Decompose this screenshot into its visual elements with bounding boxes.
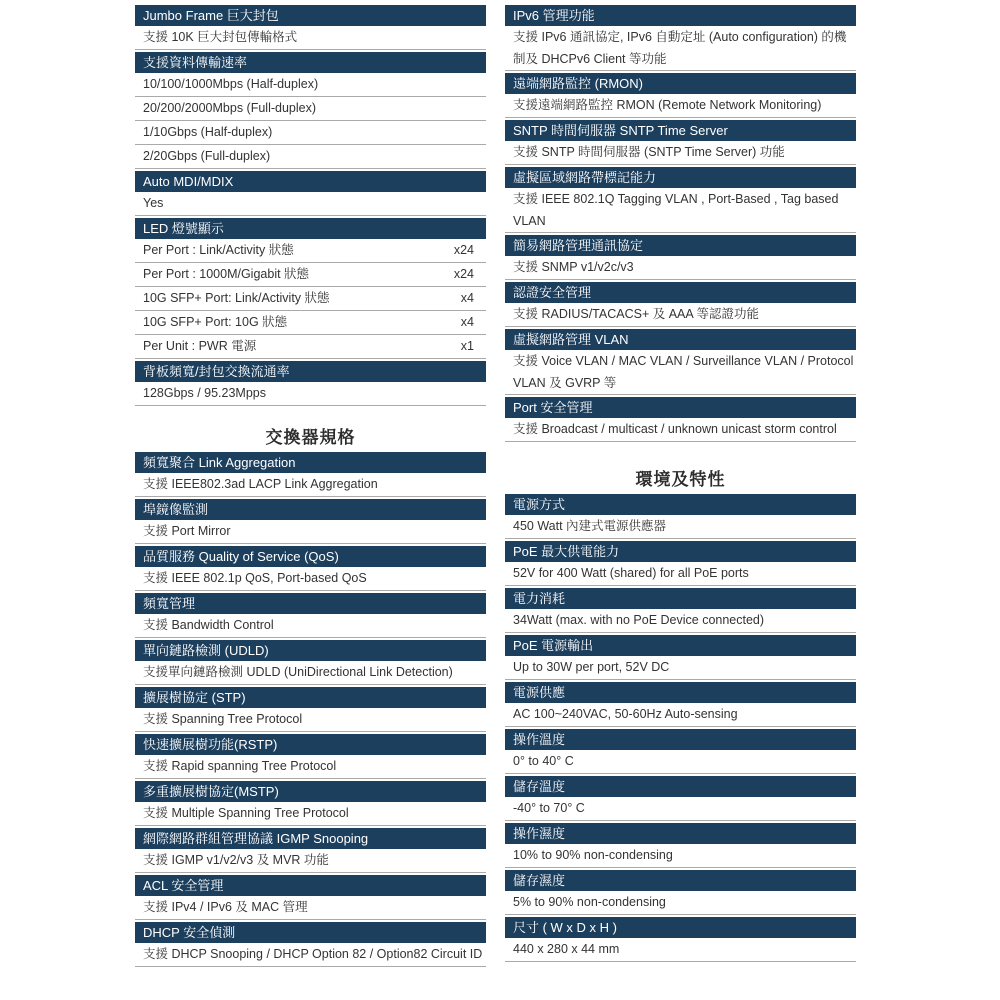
led-count: x24 [453,243,474,257]
spec-header: 擴展樹協定 (STP) [135,687,486,708]
spec-header: 簡易網路管理通訊協定 [505,235,856,256]
spec-header: 尺寸 ( W x D x H ) [505,917,856,938]
spec-header: Auto MDI/MDIX [135,171,486,192]
spec-section [135,640,486,685]
spec-row: Up to 30W per port, 52V DC [505,656,856,680]
spec-section [505,917,856,962]
led-section [135,218,486,359]
management-specs [505,5,856,442]
spec-row: AC 100~240VAC, 50-60Hz Auto-sensing [505,703,856,727]
spec-section [505,729,856,774]
led-row [135,335,486,359]
led-count: x4 [460,315,474,329]
left-spec-column [135,3,486,967]
spec-section [505,494,856,539]
spec-section [135,875,486,920]
spec-section [135,687,486,732]
env-title: 環境及特性 [635,470,726,489]
spec-row: 支援 Rapid spanning Tree Protocol [135,755,486,779]
spec-row: 34Watt (max. with no PoE Device connected) [505,609,856,633]
spec-row: 支援 Port Mirror [135,520,486,544]
spec-header: 埠鏡像監測 [135,499,486,520]
spec-header: 電源供應 [505,682,856,703]
spec-header: 快速擴展樹功能(RSTP) [135,734,486,755]
spec-section [505,588,856,633]
spec-header: 頻寬聚合 Link Aggregation [135,452,486,473]
spec-section [505,329,856,395]
spec-row: 支援 IEEE 802.1Q Tagging VLAN , Port-Based , Tag based VLAN [505,188,856,233]
spec-section [505,541,856,586]
spec-row: 支援 10K 巨大封包傳輸格式 [135,26,486,50]
spec-header: Jumbo Frame 巨大封包 [135,5,486,26]
spec-row: 支援 SNTP 時間伺服器 (SNTP Time Server) 功能 [505,141,856,165]
spec-row: 支援 DHCP Snooping / DHCP Option 82 / Option82 Circuit ID [135,943,486,967]
spec-section [505,282,856,327]
led-label: Per Port : Link/Activity 狀態 [143,243,294,257]
spec-header: 支援資料傳輸速率 [135,52,486,73]
spec-row: 440 x 280 x 44 mm [505,938,856,962]
spec-header: 操作溫度 [505,729,856,750]
spec-section [135,452,486,497]
spec-row: 0° to 40° C [505,750,856,774]
spec-section [135,734,486,779]
spec-row: 支援遠端網路監控 RMON (Remote Network Monitoring) [505,94,856,118]
spec-row: 支援 SNMP v1/v2c/v3 [505,256,856,280]
right-spec-column [505,3,856,962]
spec-header: PoE 電源輸出 [505,635,856,656]
spec-section [505,235,856,280]
switch-spec-title: 交換器規格 [265,428,356,447]
spec-section [505,870,856,915]
spec-row: 10% to 90% non-condensing [505,844,856,868]
spec-header: 頻寬管理 [135,593,486,614]
spec-section [505,120,856,165]
spec-header: 背板頻寬/封包交換流通率 [135,361,486,382]
spec-section [505,73,856,118]
spec-row: 支援 IPv6 通訊協定, IPv6 自動定址 (Auto configuration) 的機制及 DHCPv6 Client 等功能 [505,26,856,71]
spec-section [135,781,486,826]
backplane-section [135,361,486,406]
spec-header: SNTP 時間伺服器 SNTP Time Server [505,120,856,141]
led-label: 10G SFP+ Port: 10G 狀態 [143,315,288,329]
spec-section [505,823,856,868]
led-row [135,263,486,287]
led-count: x24 [453,267,474,281]
spec-section [135,922,486,967]
spec-section [505,5,856,71]
spec-header: 多重擴展樹協定(MSTP) [135,781,486,802]
spec-header: 遠端網路監控 (RMON) [505,73,856,94]
spec-section [135,171,486,216]
spec-row: 支援 Voice VLAN / MAC VLAN / Surveillance VLAN / Protocol VLAN 及 GVRP 等 [505,350,856,395]
general-specs [135,5,486,216]
spec-header: 品質服務 Quality of Service (QoS) [135,546,486,567]
spec-row: 1/10Gbps (Half-duplex) [135,121,486,145]
spec-row: 支援 IPv4 / IPv6 及 MAC 管理 [135,896,486,920]
spec-row: 支援 Bandwidth Control [135,614,486,638]
spec-row: 20/200/2000Mbps (Full-duplex) [135,97,486,121]
spec-section [135,5,486,50]
spec-row: 支援 Spanning Tree Protocol [135,708,486,732]
spec-section [135,546,486,591]
spec-section [135,828,486,873]
spec-row: 支援 IEEE 802.1p QoS, Port-based QoS [135,567,486,591]
spec-header: 儲存溫度 [505,776,856,797]
spec-header: 單向鏈路檢測 (UDLD) [135,640,486,661]
spec-row: 支援 Multiple Spanning Tree Protocol [135,802,486,826]
spec-header: LED 燈號顯示 [135,218,486,239]
spec-row: 10/100/1000Mbps (Half-duplex) [135,73,486,97]
spec-section [505,397,856,442]
spec-row: 支援 Broadcast / multicast / unknown unicast storm control [505,418,856,442]
spec-header: 認證安全管理 [505,282,856,303]
spec-row: -40° to 70° C [505,797,856,821]
spec-header: ACL 安全管理 [135,875,486,896]
spec-header: PoE 最大供電能力 [505,541,856,562]
spec-header: 虛擬網路管理 VLAN [505,329,856,350]
spec-section [505,682,856,727]
spec-header: 操作濕度 [505,823,856,844]
spec-header: DHCP 安全偵測 [135,922,486,943]
spec-section [135,52,486,169]
led-label: Per Port : 1000M/Gigabit 狀態 [143,267,310,281]
spec-header: Port 安全管理 [505,397,856,418]
led-label: Per Unit : PWR 電源 [143,339,257,353]
spec-row: 支援 RADIUS/TACACS+ 及 AAA 等認證功能 [505,303,856,327]
switch-spec-list [135,452,486,967]
spec-row: Yes [135,192,486,216]
spec-section [135,499,486,544]
spec-header: 電力消耗 [505,588,856,609]
led-row [135,239,486,263]
led-label: 10G SFP+ Port: Link/Activity 狀態 [143,291,330,305]
spec-section [505,635,856,680]
spec-header: IPv6 管理功能 [505,5,856,26]
spec-header: 網際網路群組管理協議 IGMP Snooping [135,828,486,849]
spec-row: 2/20Gbps (Full-duplex) [135,145,486,169]
spec-row: 52V for 400 Watt (shared) for all PoE ports [505,562,856,586]
spec-header: 虛擬區域網路帶標記能力 [505,167,856,188]
spec-header: 儲存濕度 [505,870,856,891]
spec-row: 支援單向鏈路檢測 UDLD (UniDirectional Link Detection) [135,661,486,685]
spec-row: 5% to 90% non-condensing [505,891,856,915]
spec-section [505,776,856,821]
led-count: x1 [460,339,474,353]
led-count: x4 [460,291,474,305]
spec-row: 支援 IGMP v1/v2/v3 及 MVR 功能 [135,849,486,873]
spec-row: 450 Watt 內建式電源供應器 [505,515,856,539]
spec-header: 電源方式 [505,494,856,515]
env-spec-list [505,494,856,962]
spec-section [135,593,486,638]
spec-row: 支援 IEEE802.3ad LACP Link Aggregation [135,473,486,497]
spec-section [505,167,856,233]
spec-row: 128Gbps / 95.23Mpps [135,382,486,406]
led-row [135,311,486,335]
led-row [135,287,486,311]
